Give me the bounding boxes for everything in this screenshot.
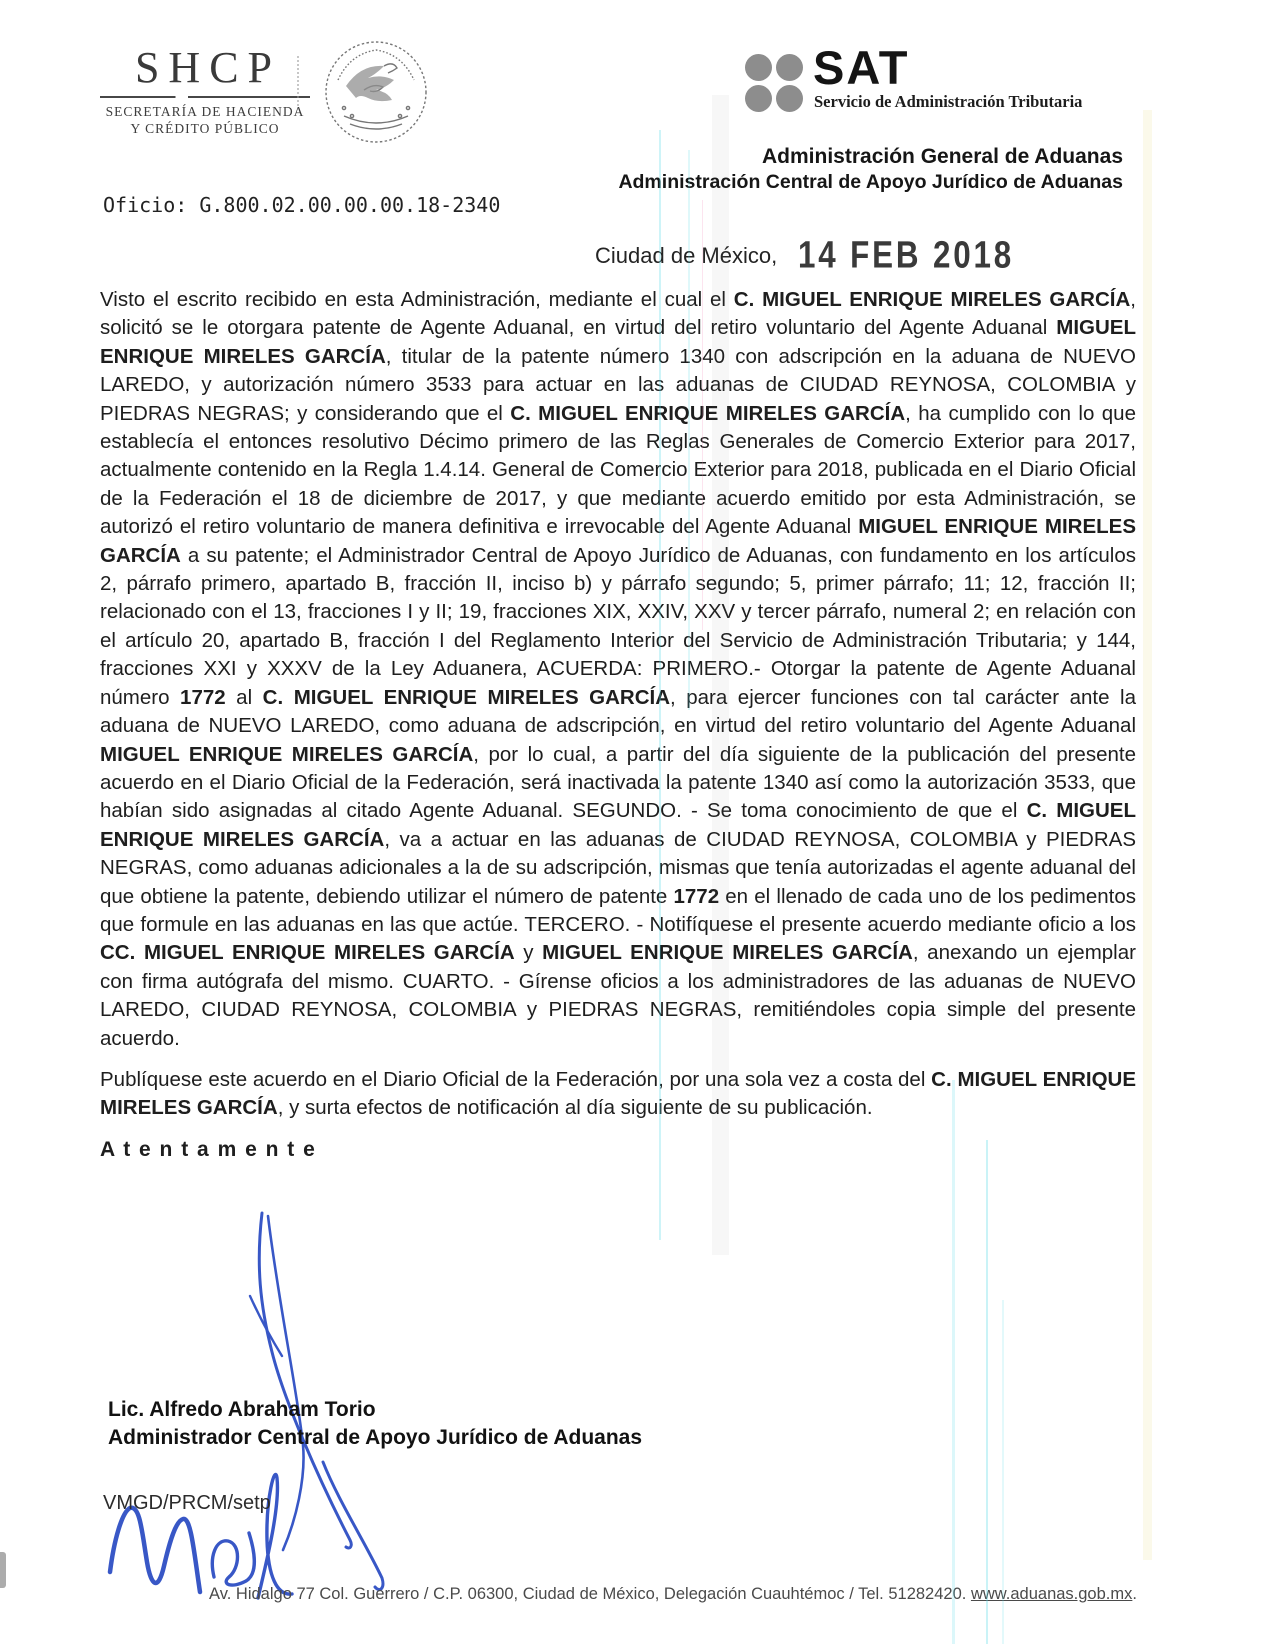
shcp-name-line2: Y CRÉDITO PÚBLICO: [130, 121, 280, 136]
sat-subtitle: Servicio de Administración Tributaria: [814, 92, 1083, 111]
sat-dots-icon: [745, 54, 803, 112]
body-paragraph-2: Publíquese este acuerdo en el Diario Oficial de la Federación, por una sola vez a costa del C. MIGUEL ENRIQUE MIRELES GARCÍA, y surta efectos de notificación al día siguiente de su publicación.: [100, 1067, 1136, 1120]
footer-address: Av. Hidalgo 77 Col. Guerrero / C.P. 06300, Ciudad de México, Delegación Cuauhtémoc / Tel. 51282420.: [209, 1585, 971, 1603]
atentamente-closing: A t e n t a m e n t e: [100, 1137, 317, 1161]
oficio-number: Oficio: G.800.02.00.00.00.18-2340: [103, 193, 501, 217]
department-titles: [618, 144, 1123, 195]
footer-suffix: .: [1132, 1585, 1137, 1603]
mexican-coat-of-arms-icon: [316, 36, 436, 148]
footer-website-link: www.aduanas.gob.mx: [970, 1585, 1133, 1603]
scan-artifact-cyan-line: [986, 1140, 988, 1644]
signatory-title: Administrador Central de Apoyo Jurídico de Aduanas: [108, 1426, 643, 1449]
letter-body: [100, 286, 1136, 1164]
dateline-place: Ciudad de México,: [595, 243, 778, 268]
shcp-name-line1: SECRETARÍA DE HACIENDA: [105, 104, 305, 119]
sat-acronym: SAT: [813, 41, 910, 94]
shcp-rule: [100, 96, 310, 98]
scan-artifact-cyan-line: [952, 1080, 955, 1644]
date-stamp: 14 FEB 2018: [798, 233, 1015, 276]
signatory-block: [108, 1396, 642, 1452]
shcp-logo: [98, 43, 312, 137]
department-line1: Administración General de Aduanas: [762, 145, 1123, 168]
reference-initials: VMGD/PRCM/setp: [103, 1492, 271, 1514]
eagle-silhouette: [346, 66, 394, 101]
body-paragraph-1: Visto el escrito recibido en esta Administración, mediante el cual el C. MIGUEL ENRIQUE MIRELES GARCÍA, solicitó se le otorgara patente de Agente Aduanal, en virtud del retiro voluntario del Agente Aduanal MIGUEL ENRIQUE MIRELES GARCÍA, titular de la patente número 1340 con adscripción en la aduana de NUEVO LAREDO, y autorización número 3533 para actuar en las aduanas de CIUDAD REYNOSA, COLOMBIA y PIEDRAS NEGRAS; y considerando que el C. MIGUEL ENRIQUE MIRELES GARCÍA, ha cumplido con lo que establecía el entonces resolutivo Décimo primero de las Reglas Generales de Comercio Exterior para 2017, actualmente contenido en la Regla 1.4.14. General de Comercio Exterior para 2018, publicada en el Diario Oficial de la Federación el 18 de diciembre de 2017, y que mediante acuerdo emitido por esta Administración, se autorizó el retiro voluntario de manera definitiva e irrevocable del Agente Aduanal MIGUEL ENRIQUE MIRELES GARCÍA a su patente; el Administrador Central de Apoyo Jurídico de Aduanas, con fundamento en los artículos 2, párrafo primero, apartado B, fracción II, inciso b) y párrafo segundo; 5, primer párrafo; 11; 12, fracción II; relacionado con el 13, fracciones I y II; 19, fracciones XIX, XXIV, XXV y tercer párrafo, numeral 2; en relación con el artículo 20, apartado B, fracción I del Reglamento Interior del Servicio de Administración Tributaria; y 144, fracciones XXI y XXXV de la Ley Aduanera, ACUERDA: PRIMERO.- Otorgar la patente de Agente Aduanal número 1772 al C. MIGUEL ENRIQUE MIRELES GARCÍA, para ejercer funciones con tal carácter ante la aduana de NUEVO LAREDO, como aduana de adscripción, en virtud del retiro voluntario del Agente Aduanal MIGUEL ENRIQUE MIRELES GARCÍA, por lo cual, a partir del día siguiente de la publicación del presente acuerdo en el Diario Oficial de la Federación, será inactivada la patente 1340 así como la autorización 3533, que habían sido asignadas al citado Agente Aduanal. SEGUNDO. - Se toma conocimiento de que el C. MIGUEL ENRIQUE MIRELES GARCÍA, va a actuar en las aduanas de CIUDAD REYNOSA, COLOMBIA y PIEDRAS NEGRAS, como aduanas adicionales a la de su adscripción, mismas que tenía autorizadas el agente aduanal del que obtiene la patente, debiendo utilizar el número de patente 1772 en el llenado de cada uno de los pedimentos que formule en las aduanas en las que actúe. TERCERO. - Notifíquese el presente acuerdo mediante oficio a los CC. MIGUEL ENRIQUE MIRELES GARCÍA y MIGUEL ENRIQUE MIRELES GARCÍA, anexando un ejemplar con firma autógrafa del mismo. CUARTO. - Gírense oficios a los administradores de las aduanas de NUEVO LAREDO, CIUDAD REYNOSA, COLOMBIA y PIEDRAS NEGRAS, remitiéndoles copia simple del presente acuerdo.: [100, 288, 1136, 1050]
scan-artifact-yellow-band: [1143, 110, 1152, 1560]
shcp-acronym: SHCP: [134, 43, 282, 92]
department-line2: Administración Central de Apoyo Jurídico de Aduanas: [618, 171, 1123, 193]
scan-dotted-mark: [297, 56, 299, 106]
footer-address-line: [120, 1585, 1226, 1604]
signatory-name: Lic. Alfredo Abraham Torio: [108, 1398, 376, 1421]
scan-artifact-edge-mark: [0, 1552, 6, 1588]
